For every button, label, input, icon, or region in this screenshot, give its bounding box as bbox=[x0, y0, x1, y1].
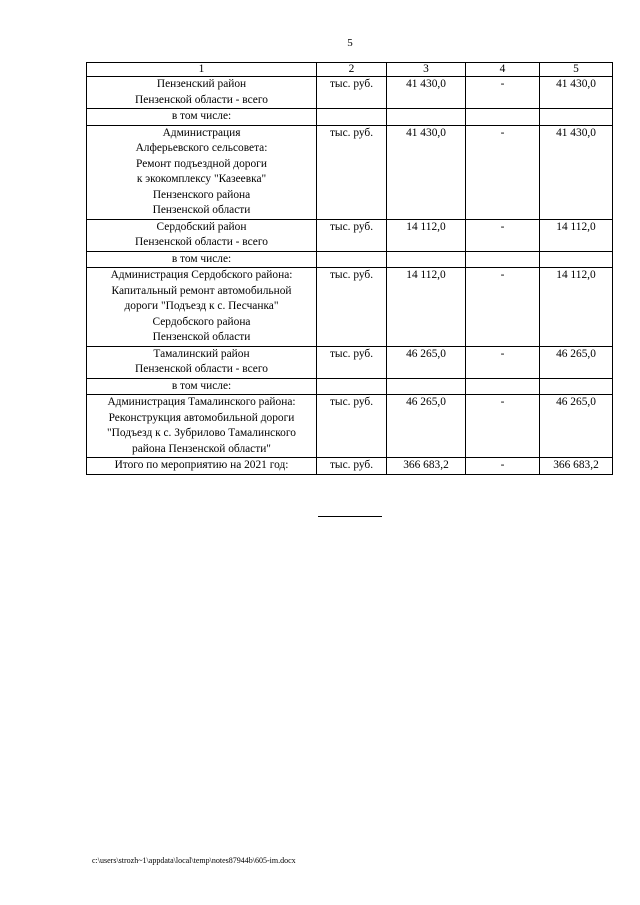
table-total-row bbox=[87, 458, 613, 475]
table-row bbox=[87, 251, 613, 268]
value-cell: 14 112,0 bbox=[540, 268, 613, 347]
value-cell bbox=[387, 251, 466, 268]
header-cell: 2 bbox=[317, 63, 387, 77]
unit-cell bbox=[317, 378, 387, 395]
value-cell: - bbox=[466, 346, 540, 378]
unit-cell: тыс. руб. bbox=[317, 346, 387, 378]
value-cell: 366 683,2 bbox=[540, 458, 613, 475]
value-cell: - bbox=[466, 125, 540, 219]
header-cell: 4 bbox=[466, 63, 540, 77]
header-cell: 1 bbox=[87, 63, 317, 77]
unit-cell: тыс. руб. bbox=[317, 77, 387, 109]
row-name-cell: в том числе: bbox=[87, 251, 317, 268]
value-cell: 14 112,0 bbox=[387, 219, 466, 251]
value-cell: 46 265,0 bbox=[387, 346, 466, 378]
row-name-cell: Администрация Алферьевского сельсовета: Ремонт подъездной дороги к экокомплексу "Казеевка" Пензенского района Пензенской области bbox=[87, 125, 317, 219]
total-label-cell: Итого по мероприятию на 2021 год: bbox=[87, 458, 317, 475]
unit-cell: тыс. руб. bbox=[317, 268, 387, 347]
header-cell: 3 bbox=[387, 63, 466, 77]
unit-cell: тыс. руб. bbox=[317, 458, 387, 475]
row-name-cell: Сердобский район Пензенской области - всего bbox=[87, 219, 317, 251]
table-row bbox=[87, 268, 613, 347]
header-cell: 5 bbox=[540, 63, 613, 77]
value-cell: 46 265,0 bbox=[540, 395, 613, 458]
table-row bbox=[87, 109, 613, 126]
table-header-row bbox=[87, 63, 613, 77]
table-row bbox=[87, 77, 613, 109]
unit-cell: тыс. руб. bbox=[317, 125, 387, 219]
value-cell: 366 683,2 bbox=[387, 458, 466, 475]
separator-line bbox=[318, 516, 382, 517]
value-cell: 14 112,0 bbox=[387, 268, 466, 347]
table-row bbox=[87, 378, 613, 395]
value-cell bbox=[387, 109, 466, 126]
value-cell: 46 265,0 bbox=[540, 346, 613, 378]
value-cell bbox=[540, 109, 613, 126]
row-name-cell: Администрация Сердобского района: Капитальный ремонт автомобильной дороги "Подъезд к с. Песчанка" Сердобского района Пензенской области bbox=[87, 268, 317, 347]
value-cell: 41 430,0 bbox=[387, 125, 466, 219]
table-row bbox=[87, 125, 613, 219]
budget-table bbox=[86, 62, 613, 475]
value-cell bbox=[466, 109, 540, 126]
value-cell: - bbox=[466, 458, 540, 475]
row-name-cell: Администрация Тамалинского района: Реконструкция автомобильной дороги "Подъезд к с. Зубрилово Тамалинского района Пензенской области" bbox=[87, 395, 317, 458]
value-cell bbox=[466, 378, 540, 395]
unit-cell bbox=[317, 109, 387, 126]
value-cell: 46 265,0 bbox=[387, 395, 466, 458]
value-cell: - bbox=[466, 77, 540, 109]
value-cell: 41 430,0 bbox=[540, 77, 613, 109]
value-cell: 41 430,0 bbox=[540, 125, 613, 219]
table-row bbox=[87, 346, 613, 378]
value-cell: - bbox=[466, 219, 540, 251]
value-cell bbox=[540, 378, 613, 395]
table-row bbox=[87, 395, 613, 458]
value-cell bbox=[540, 251, 613, 268]
value-cell bbox=[387, 378, 466, 395]
value-cell: 14 112,0 bbox=[540, 219, 613, 251]
row-name-cell: Тамалинский район Пензенской области - всего bbox=[87, 346, 317, 378]
value-cell: 41 430,0 bbox=[387, 77, 466, 109]
unit-cell: тыс. руб. bbox=[317, 219, 387, 251]
page-number: 5 bbox=[347, 37, 353, 49]
table-row bbox=[87, 219, 613, 251]
unit-cell: тыс. руб. bbox=[317, 395, 387, 458]
value-cell: - bbox=[466, 268, 540, 347]
unit-cell bbox=[317, 251, 387, 268]
row-name-cell: в том числе: bbox=[87, 378, 317, 395]
value-cell: - bbox=[466, 395, 540, 458]
footer-file-path: c:\users\strozh~1\appdata\local\temp\notes87944b\605-im.docx bbox=[92, 856, 296, 865]
row-name-cell: Пензенский район Пензенской области - всего bbox=[87, 77, 317, 109]
value-cell bbox=[466, 251, 540, 268]
row-name-cell: в том числе: bbox=[87, 109, 317, 126]
